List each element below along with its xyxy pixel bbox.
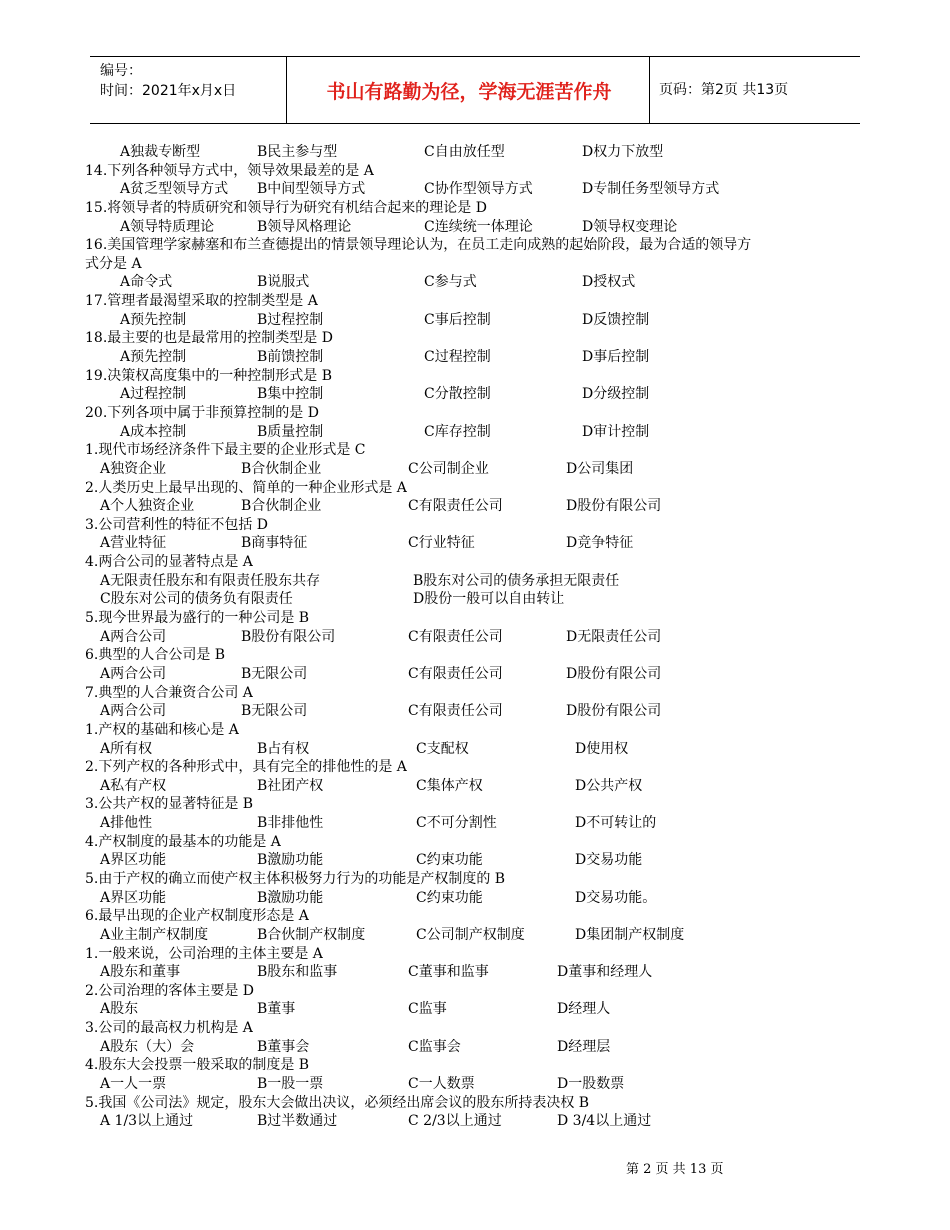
question-text: 6.最早出现的企业产权制度形态是 A (85, 908, 309, 925)
option-item: C公司制产权制度 (416, 926, 525, 943)
option-item: C董事和监事 (408, 964, 489, 981)
question-line (85, 441, 865, 460)
option-item: D经理人 (557, 1001, 611, 1018)
option-item: A独裁专断型 (120, 144, 201, 160)
page-header (90, 56, 860, 124)
option-item: D竞争特征 (566, 535, 634, 552)
option-item: A预先控制 (120, 349, 187, 366)
question-text: 1.现代市场经济条件下最主要的企业形式是 C (85, 442, 366, 459)
options-line (85, 273, 865, 292)
option-item: D股份有限公司 (566, 703, 662, 720)
option-item: C监事会 (408, 1038, 461, 1055)
options-line (85, 665, 865, 684)
option-item: A股东（大）会 (100, 1038, 195, 1055)
option-item: C行业特征 (408, 535, 475, 552)
option-item: B董事 (257, 1001, 296, 1018)
option-item: C集体产权 (416, 777, 483, 794)
question-line (85, 833, 865, 852)
option-item: A贫乏型领导方式 (120, 181, 229, 198)
question-text: 3.公司的最高权力机构是 A (85, 1020, 253, 1037)
question-line (85, 684, 865, 703)
option-item: C股东对公司的债务负有限责任 (100, 591, 293, 608)
option-item: D集团制产权制度 (575, 926, 685, 943)
option-item: D 3/4以上通过 (557, 1113, 652, 1130)
option-item: D专制任务型领导方式 (582, 181, 720, 198)
option-item: D审计控制 (582, 423, 650, 440)
option-item: B无限公司 (241, 665, 308, 682)
question-line (85, 255, 865, 274)
question-text: 4.产权制度的最基本的功能是 A (85, 833, 281, 850)
option-item: B股份有限公司 (241, 628, 336, 645)
question-text: 1.一般来说，公司治理的主体主要是 A (85, 945, 323, 962)
question-text: 7.典型的人合兼资合公司 A (85, 684, 253, 701)
option-item: D交易功能。 (575, 889, 657, 906)
option-item: B中间型领导方式 (257, 181, 366, 198)
options-line (85, 851, 865, 870)
option-item: A 1/3以上通过 (100, 1113, 194, 1130)
question-line (85, 907, 865, 926)
option-item: C有限责任公司 (408, 498, 503, 515)
question-line (85, 721, 865, 740)
option-item: B过程控制 (257, 311, 324, 328)
options-line (85, 590, 865, 609)
question-line (85, 479, 865, 498)
option-item: B过半数通过 (257, 1113, 338, 1130)
option-item: B合伙制产权制度 (257, 926, 366, 943)
option-item: D公共产权 (575, 777, 643, 794)
question-line (85, 609, 865, 628)
options-line (85, 889, 865, 908)
question-text: 20.下列各项中属于非预算控制的是 D (85, 404, 319, 421)
option-item: D无限责任公司 (566, 628, 662, 645)
option-item: A业主制产权制度 (100, 926, 209, 943)
option-item: D分级控制 (582, 386, 650, 403)
header-meta (100, 61, 236, 101)
options-line (85, 777, 865, 796)
option-item: B质量控制 (257, 423, 324, 440)
option-item: C分散控制 (424, 386, 491, 403)
option-item: B集中控制 (257, 386, 324, 403)
option-item: D股份有限公司 (566, 498, 662, 515)
option-item: C参与式 (424, 274, 477, 291)
header-divider (286, 57, 287, 123)
question-line (85, 292, 865, 311)
question-text: 18.最主要的也是最常用的控制类型是 D (85, 330, 333, 347)
option-item: A所有权 (100, 740, 153, 757)
option-item: C约束功能 (416, 889, 483, 906)
option-item: A个人独资企业 (100, 498, 195, 515)
option-item: A无限责任股东和有限责任股东共存 (100, 572, 321, 589)
option-item: B民主参与型 (257, 144, 338, 160)
option-item: A预先控制 (120, 311, 187, 328)
question-text: 3.公共产权的显著特征是 B (85, 796, 254, 813)
options-line (85, 180, 865, 199)
option-item: C约束功能 (416, 852, 483, 869)
option-item: B无限公司 (241, 703, 308, 720)
option-item: D交易功能 (575, 852, 643, 869)
option-item: A两合公司 (100, 628, 167, 645)
question-line (85, 329, 865, 348)
option-item: A过程控制 (120, 386, 187, 403)
option-item: D权力下放型 (582, 144, 664, 160)
question-text: 5.由于产权的确立而使产权主体积极努力行为的功能是产权制度的 B (85, 870, 506, 887)
question-text: 3.公司营利性的特征不包括 D (85, 516, 269, 533)
question-text: 17.管理者最渴望采取的控制类型是 A (85, 293, 318, 310)
option-item: C事后控制 (424, 311, 491, 328)
question-text: 4.股东大会投票一般采取的制度是 B (85, 1057, 310, 1074)
question-line (85, 404, 865, 423)
option-item: C一人数票 (408, 1076, 475, 1093)
option-item: D股份一般可以自由转让 (413, 591, 565, 608)
question-text: 2.公司治理的客体主要是 D (85, 982, 255, 999)
question-line (85, 646, 865, 665)
option-item: C自由放任型 (424, 144, 505, 160)
options-line (85, 348, 865, 367)
option-item: B合伙制企业 (241, 460, 322, 477)
option-item: D不可转让的 (575, 815, 657, 832)
question-line (85, 795, 865, 814)
question-line (85, 162, 865, 181)
options-line (85, 423, 865, 442)
option-item: D经理层 (557, 1038, 611, 1055)
page-footer: 第 2 页 共 13 页 (626, 1162, 724, 1177)
option-item: A独资企业 (100, 460, 167, 477)
option-item: D一股数票 (557, 1076, 625, 1093)
option-item: A一人一票 (100, 1076, 167, 1093)
option-item: B激励功能 (257, 852, 324, 869)
question-text: 15.将领导者的特质研究和领导行为研究有机结合起来的理论是 D (85, 199, 487, 216)
option-item: D反馈控制 (582, 311, 650, 328)
question-line (85, 1019, 865, 1038)
question-text: 19.决策权高度集中的一种控制形式是 B (85, 367, 333, 384)
option-item: C 2/3以上通过 (408, 1113, 502, 1130)
option-item: A界区功能 (100, 852, 167, 869)
option-item: B董事会 (257, 1038, 310, 1055)
document-body (85, 143, 865, 1131)
option-item: D股份有限公司 (566, 665, 662, 682)
option-item: A排他性 (100, 815, 153, 832)
header-motto: 书山有路勤为径，学海无涯苦作舟 (326, 81, 612, 103)
option-item: B激励功能 (257, 889, 324, 906)
options-line (85, 1038, 865, 1057)
option-item: B占有权 (257, 740, 310, 757)
option-item: D使用权 (575, 740, 629, 757)
option-item: A私有产权 (100, 777, 167, 794)
option-item: C过程控制 (424, 349, 491, 366)
options-line (85, 311, 865, 330)
question-text: 2.人类历史上最早出现的、简单的一种企业形式是 A (85, 479, 407, 496)
option-item: D董事和经理人 (557, 964, 653, 981)
options-line (85, 740, 865, 759)
option-item: A成本控制 (120, 423, 187, 440)
options-line (85, 534, 865, 553)
option-item: A股东和董事 (100, 964, 181, 981)
option-item: C有限责任公司 (408, 628, 503, 645)
question-text: 4.两合公司的显著特点是 A (85, 554, 253, 571)
options-line (85, 1000, 865, 1019)
option-item: A两合公司 (100, 665, 167, 682)
option-item: A界区功能 (100, 889, 167, 906)
option-item: D领导权变理论 (582, 218, 678, 235)
option-item: B社团产权 (257, 777, 324, 794)
options-line (85, 628, 865, 647)
option-item: A领导特质理论 (120, 218, 215, 235)
question-line (85, 870, 865, 889)
question-text: 1.产权的基础和核心是 A (85, 721, 239, 738)
question-text: 2.下列产权的各种形式中，具有完全的排他性的是 A (85, 759, 407, 776)
options-line (85, 814, 865, 833)
option-item: C公司制企业 (408, 460, 489, 477)
options-line (85, 963, 865, 982)
option-item: C监事 (408, 1001, 447, 1018)
option-item: B一股一票 (257, 1076, 324, 1093)
options-line (85, 572, 865, 591)
question-text: 式分是 A (85, 255, 142, 272)
options-line (85, 218, 865, 237)
question-text: 16.美国管理学家赫塞和布兰查德提出的情景领导理论认为，在员工走向成熟的起始阶段，最为合适的领导方 (85, 237, 752, 254)
option-item: B非排他性 (257, 815, 324, 832)
option-item: D授权式 (582, 274, 636, 291)
option-item: C协作型领导方式 (424, 181, 533, 198)
option-item: B股东对公司的债务承担无限责任 (413, 572, 620, 589)
question-line (85, 367, 865, 386)
question-line (85, 236, 865, 255)
option-item: A命令式 (120, 274, 173, 291)
option-item: C有限责任公司 (408, 665, 503, 682)
options-line (85, 143, 865, 162)
question-line (85, 1094, 865, 1113)
question-line (85, 945, 865, 964)
option-item: B说服式 (257, 274, 310, 291)
options-line (85, 497, 865, 516)
question-line (85, 758, 865, 777)
option-item: B股东和监事 (257, 964, 338, 981)
question-text: 5.我国《公司法》规定，股东大会做出决议，必须经出席会议的股东所持表决权 B (85, 1094, 590, 1111)
option-item: C不可分割性 (416, 815, 497, 832)
option-item: C连续统一体理论 (424, 218, 533, 235)
time-label: 时间：2021年x月x日 (100, 83, 237, 99)
options-line (85, 926, 865, 945)
options-line (85, 385, 865, 404)
question-text: 5.现今世界最为盛行的一种公司是 B (85, 610, 310, 627)
question-line (85, 1056, 865, 1075)
question-line (85, 199, 865, 218)
option-item: A股东 (100, 1001, 139, 1018)
options-line (85, 460, 865, 479)
options-line (85, 1112, 865, 1131)
question-text: 6.典型的人合公司是 B (85, 647, 226, 664)
option-item: B领导风格理论 (257, 218, 352, 235)
option-item: C库存控制 (424, 423, 491, 440)
option-item: D公司集团 (566, 460, 634, 477)
option-item: D事后控制 (582, 349, 650, 366)
option-item: B前馈控制 (257, 349, 324, 366)
option-item: C有限责任公司 (408, 703, 503, 720)
option-item: B合伙制企业 (241, 498, 322, 515)
options-line (85, 702, 865, 721)
option-item: A两合公司 (100, 703, 167, 720)
options-line (85, 1075, 865, 1094)
option-item: C支配权 (416, 740, 469, 757)
page-info: 页码：第2页 共13页 (659, 82, 789, 98)
question-text: 14.下列各种领导方式中，领导效果最差的是 A (85, 162, 374, 179)
option-item: A营业特征 (100, 535, 167, 552)
question-line (85, 982, 865, 1001)
number-label: 编号： (100, 63, 142, 79)
option-item: B商事特征 (241, 535, 308, 552)
question-line (85, 553, 865, 572)
question-line (85, 516, 865, 535)
